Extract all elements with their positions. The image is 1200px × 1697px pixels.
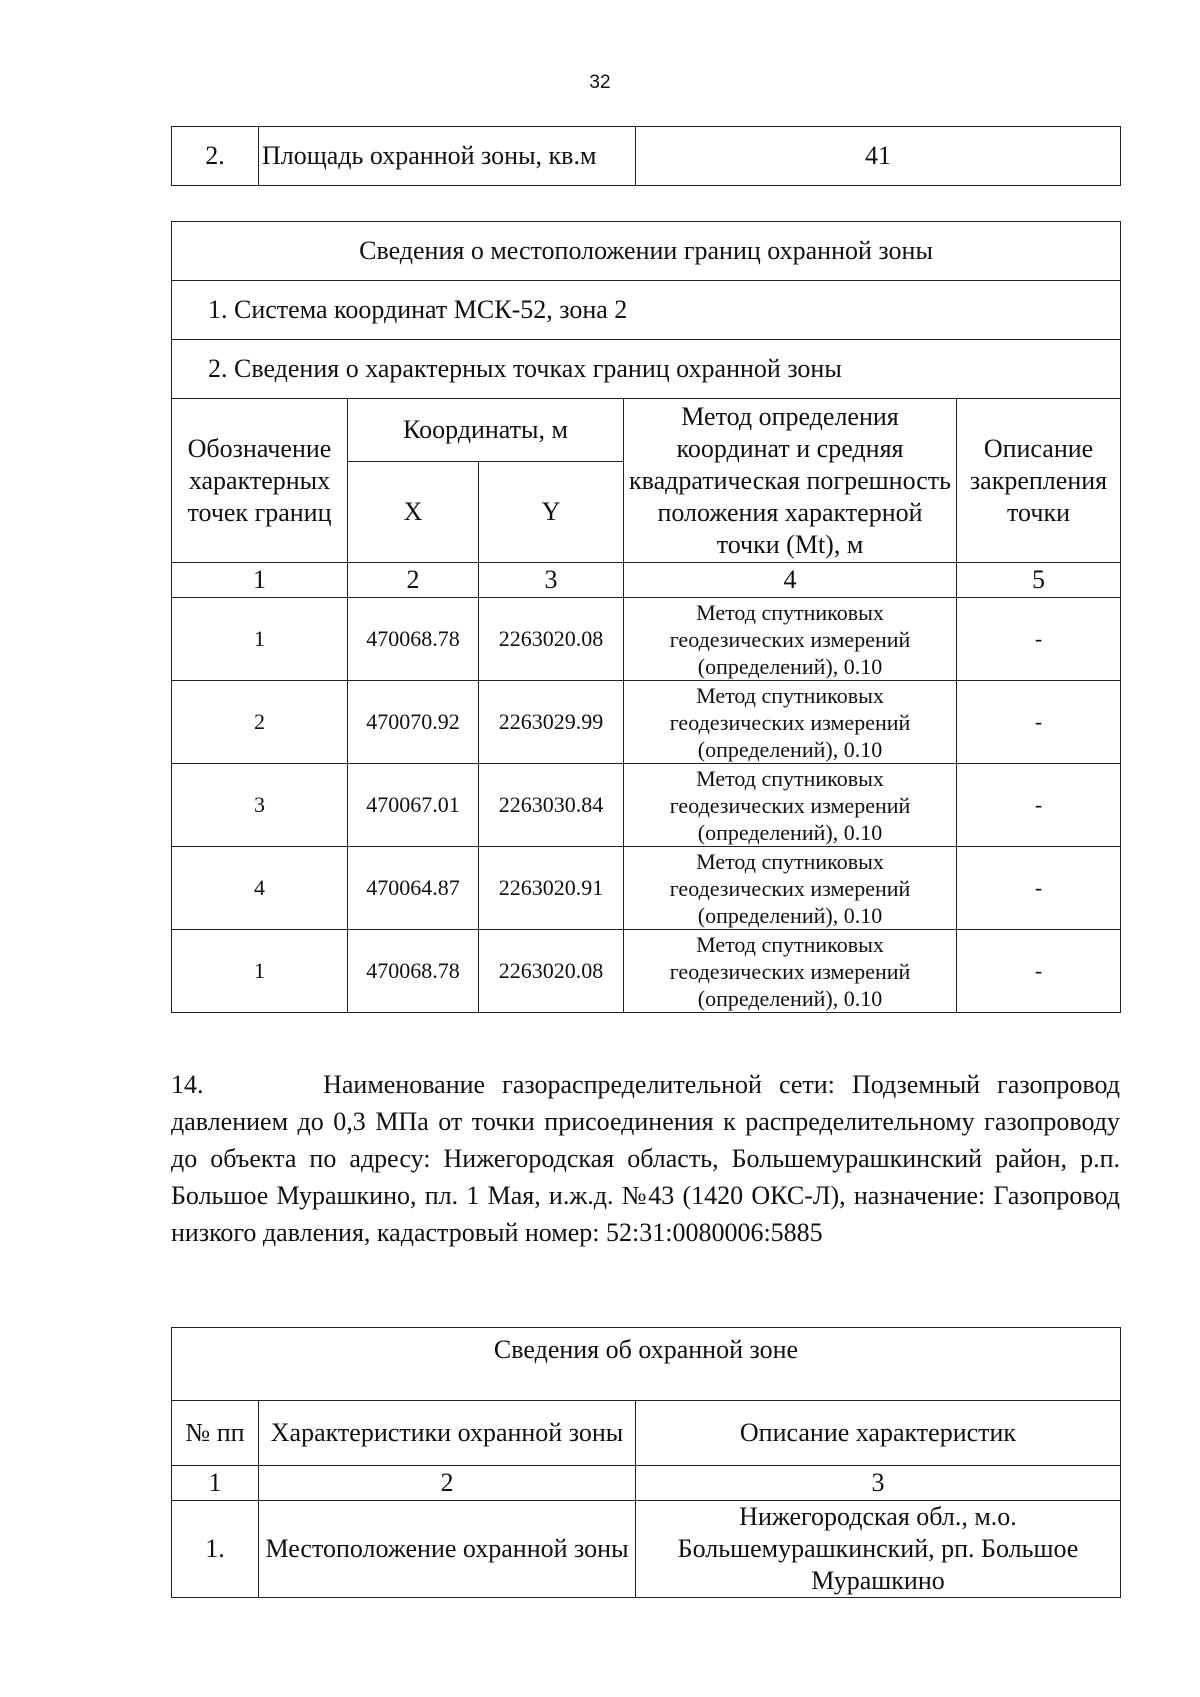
coord-y: 2263030.84 <box>479 764 624 847</box>
column-number: 4 <box>624 563 957 598</box>
point-description: - <box>957 764 1121 847</box>
coord-y: 2263020.08 <box>479 598 624 681</box>
point-id: 2 <box>172 681 348 764</box>
coord-x: 470068.78 <box>348 930 479 1013</box>
col-y-header: Y <box>479 462 624 563</box>
coord-y: 2263020.91 <box>479 847 624 930</box>
coord-x: 470068.78 <box>348 598 479 681</box>
table-row <box>172 1501 1121 1598</box>
boundary-table-title: Сведения о местоположении границ охранной зоны <box>172 222 1121 281</box>
column-number: 5 <box>957 563 1121 598</box>
col-coordinates-header: Координаты, м <box>348 399 624 462</box>
table-row <box>172 930 1121 1013</box>
coord-y: 2263029.99 <box>479 681 624 764</box>
point-description: - <box>957 598 1121 681</box>
row-number: 2. <box>172 127 259 186</box>
point-description: - <box>957 681 1121 764</box>
col-x-header: X <box>348 462 479 563</box>
table-row <box>172 847 1121 930</box>
points-title: 2. Сведения о характерных точках границ охранной зоны <box>172 340 1121 399</box>
table-row <box>172 681 1121 764</box>
characteristic: Местоположение охранной зоны <box>259 1501 636 1598</box>
method: Метод спутниковых геодезических измерений (определений), 0.10 <box>624 681 957 764</box>
table-row <box>172 764 1121 847</box>
column-number: 2 <box>348 563 479 598</box>
page-number: 32 <box>589 72 611 93</box>
point-id: 3 <box>172 764 348 847</box>
method: Метод спутниковых геодезических измерений (определений), 0.10 <box>624 930 957 1013</box>
col-description-header: Описание закрепления точки <box>957 399 1121 563</box>
col-char-header: Характеристики охранной зоны <box>259 1401 636 1466</box>
coord-x: 470064.87 <box>348 847 479 930</box>
method: Метод спутниковых геодезических измерений (определений), 0.10 <box>624 847 957 930</box>
table-row <box>172 598 1121 681</box>
boundary-table <box>171 221 1121 1013</box>
column-number: 3 <box>479 563 624 598</box>
column-number: 1 <box>172 563 348 598</box>
col-num-header: № пп <box>172 1401 259 1466</box>
zone-table-title: Сведения об охранной зоне <box>172 1328 1121 1401</box>
coordinate-system: 1. Система координат МСК-52, зона 2 <box>172 281 1121 340</box>
column-number: 2 <box>259 1466 636 1501</box>
col-method-header: Метод определения координат и средняя квадратическая погрешность положения характерной точки (Mt), м <box>624 399 957 563</box>
column-number: 3 <box>636 1466 1121 1501</box>
point-id: 1 <box>172 598 348 681</box>
coord-x: 470070.92 <box>348 681 479 764</box>
table-row <box>172 127 1121 186</box>
col-desc-header: Описание характеристик <box>636 1401 1121 1466</box>
method: Метод спутниковых геодезических измерений (определений), 0.10 <box>624 598 957 681</box>
area-label: Площадь охранной зоны, кв.м <box>259 127 636 186</box>
method: Метод спутниковых геодезических измерений (определений), 0.10 <box>624 764 957 847</box>
coord-x: 470067.01 <box>348 764 479 847</box>
area-table <box>171 126 1121 186</box>
point-description: - <box>957 930 1121 1013</box>
zone-table <box>171 1327 1121 1598</box>
characteristic-description: Нижегородская обл., м.о. Большемурашкинский, рп. Большое Мурашкино <box>636 1501 1121 1598</box>
col-designation-header: Обозначение характерных точек границ <box>172 399 348 563</box>
point-description: - <box>957 847 1121 930</box>
column-number: 1 <box>172 1466 259 1501</box>
network-description-paragraph: 14. Наименование газораспределительной сети: Подземный газопровод давлением до 0,3 МПа от точки присоединения к распределительному газопроводу до объекта по адресу: Нижегородская область, Большемурашкинский район, р.п. Большое Мурашкино, пл. 1 Мая, и.ж.д. №43 (1420 ОКС-Л), назначение: Газопровод низкого давления, кадастровый номер: 52:31:0080006:5885 <box>171 1070 1120 1247</box>
coord-y: 2263020.08 <box>479 930 624 1013</box>
row-number: 1. <box>172 1501 259 1598</box>
point-id: 1 <box>172 930 348 1013</box>
area-value: 41 <box>636 127 1121 186</box>
point-id: 4 <box>172 847 348 930</box>
